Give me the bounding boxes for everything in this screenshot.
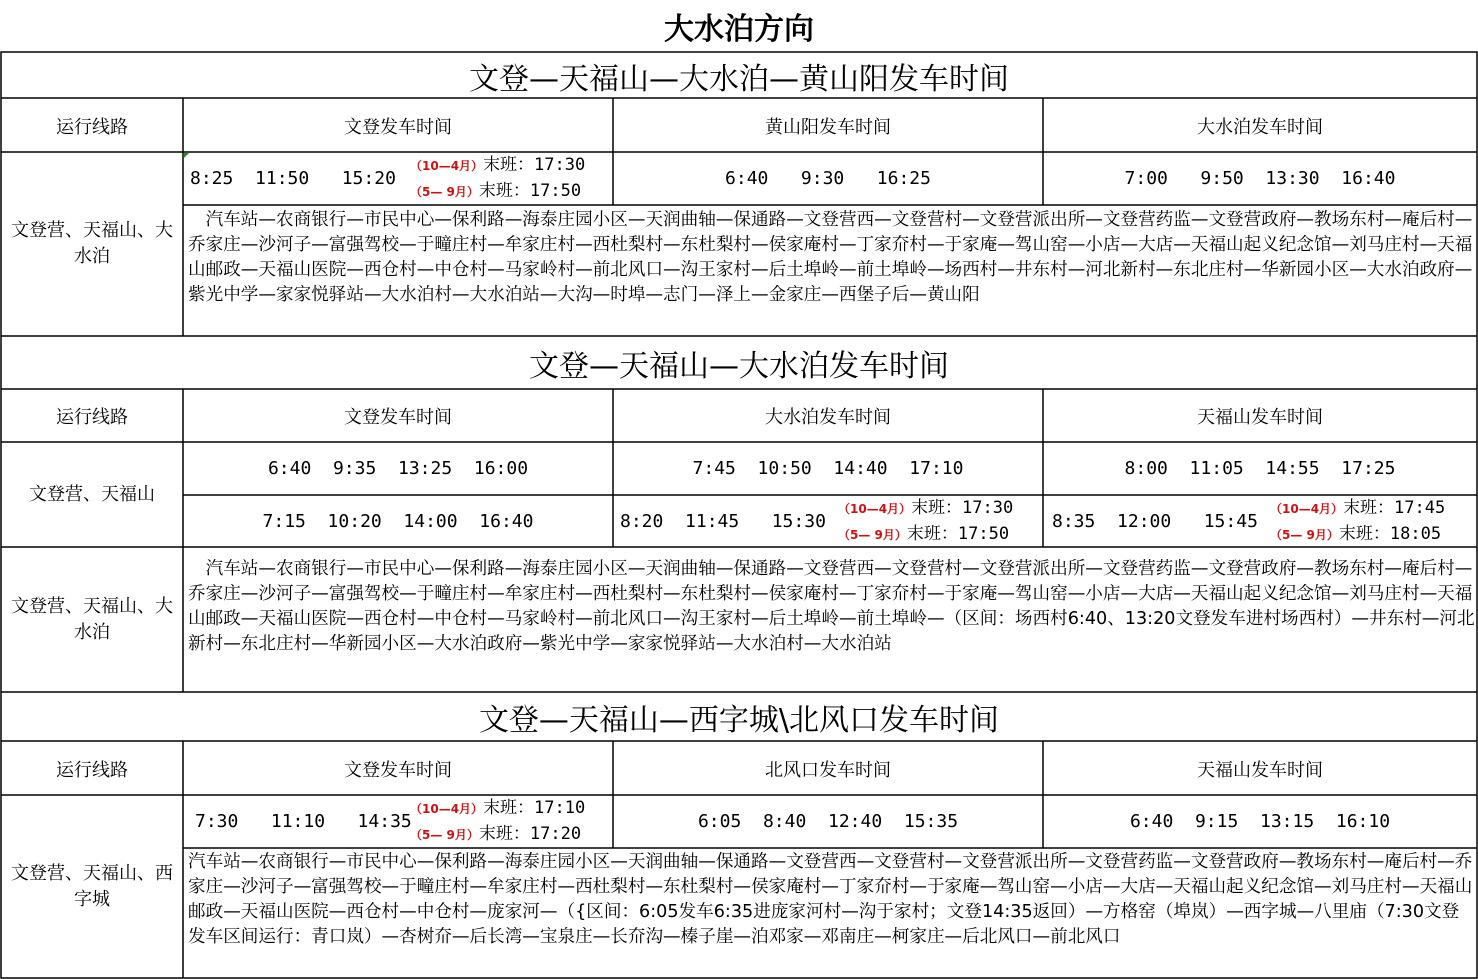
header-route: 运行线路 [56, 407, 128, 428]
season-winter: （10—4月） [410, 159, 484, 173]
header-route: 运行线路 [56, 759, 128, 781]
header-huangshanyang-departure: 黄山阳发车时间 [765, 116, 891, 138]
wendeng-times-row1: 6:40 9:35 13:25 16:00 [267, 458, 529, 479]
dashuipo-times-row2: 8:20 11:45 15:30 [620, 510, 826, 532]
route-stops: 汽车站—农商银行—市民中心—保利路—海泰庄园小区—天润曲轴—保通路—文登营西—文登营村—文登营派出所—文登营药监—文登营政府—教场东村—庵后村—乔家庄—沙河子—富强驾校—于疃庄村—牟家庄村—西杜梨村—东杜梨村—侯家庵村—丁家夼村—于家庵—驾山窑—小店—大店—天福山起义纪念馆—刘马庄村—天福山邮政—天福山医院—西仓村—中仓村—庞家河—（{区间：6:05发车6:35进庞家河村—沟于家村；文登14:35返回）—方格窑（埠岚）—西字城—八里庙（7:30文登发车区间运行：青口岚）—杏树夼—后长湾—宝泉庄—长夼沟—榛子崖—泊邓家—邓南庄—柯家庄—后北风口—前北风口 [188, 852, 1473, 947]
last-bus-winter: 末班：17:10 [483, 798, 586, 818]
header-route: 运行线路 [56, 116, 128, 138]
last-bus-note [1270, 496, 1476, 547]
section-1-title: 文登—天福山—大水泊—黄山阳发车时间 [469, 61, 1009, 97]
dashuipo-times: 7:00 9:50 13:30 16:40 [1124, 168, 1396, 189]
dashuipo-times-row1: 7:45 10:50 14:40 17:10 [692, 458, 964, 479]
header-wendeng-departure: 文登发车时间 [344, 407, 452, 428]
section-2-title: 文登—天福山—大水泊发车时间 [529, 349, 949, 384]
header-dashuipo-departure: 大水泊发车时间 [1197, 116, 1323, 138]
tianfushan-times-row2: 8:35 12:00 15:45 [1052, 510, 1258, 532]
season-summer: （5— 9月） [410, 828, 479, 842]
last-bus-summer: 末班：17:50 [906, 524, 1010, 544]
header-dashuipo-departure: 大水泊发车时间 [765, 407, 891, 428]
header-beifengkou-departure: 北风口发车时间 [765, 759, 891, 781]
last-bus-note [410, 796, 610, 848]
last-bus-winter: 末班：17:45 [1343, 498, 1446, 518]
last-bus-summer: 末班：18:05 [1338, 524, 1442, 544]
season-summer: （5— 9月） [838, 528, 907, 542]
wendeng-times: 7:30 11:10 14:35 [195, 811, 412, 832]
last-bus-winter: 末班：17:30 [911, 498, 1014, 518]
beifengkou-times: 6:05 8:40 12:40 15:35 [697, 811, 959, 832]
route-label: 文登营、天福山 [29, 483, 155, 505]
route-stops: 汽车站—农商银行—市民中心—保利路—海泰庄园小区—天润曲轴—保通路—文登营西—文登营村—文登营派出所—文登营药监—文登营政府—教场东村—庵后村—乔家庄—沙河子—富强驾校—于疃庄村—牟家庄村—西杜梨村—东杜梨村—侯家庵村—丁家夼村—于家庵—驾山窑—小店—大店—天福山起义纪念馆—刘马庄村—天福山邮政—天福山医院—西仓村—中仓村—马家岭村—前北风口—沟王家村—后土埠岭—前土埠岭—场西村—井东村—河北新村—东北庄村—华新园小区—大水泊政府—紫光中学—家家悦驿站—大水泊村—大水泊站—大沟—时埠—志门—泽上—金家庄—西堡子后—黄山阳 [188, 210, 1473, 305]
huangshanyang-times: 6:40 9:30 16:25 [725, 168, 931, 189]
season-summer: （5— 9月） [1270, 528, 1339, 542]
season-summer: （5— 9月） [410, 185, 479, 199]
last-bus-note [838, 496, 1042, 547]
page-title: 大水泊方向 [664, 12, 814, 47]
wendeng-times-row2: 7:15 10:20 14:00 16:40 [262, 510, 534, 532]
tianfushan-times-row1: 8:00 11:05 14:55 17:25 [1124, 458, 1396, 479]
last-bus-note [410, 153, 610, 205]
last-bus-winter: 末班：17:30 [483, 155, 586, 175]
header-wendeng-departure: 文登发车时间 [344, 759, 452, 781]
header-tianfushan-departure: 天福山发车时间 [1197, 759, 1323, 781]
wendeng-times: 8:25 11:50 15:20 [190, 168, 396, 189]
route-label: 文登营、天福山、西字城 [11, 862, 173, 910]
season-winter: （10—4月） [410, 802, 484, 816]
last-bus-summer: 末班：17:20 [478, 824, 582, 844]
route-label-2: 文登营、天福山、大水泊 [11, 595, 173, 643]
route-label: 文登营、天福山、大水泊 [11, 220, 173, 267]
season-winter: （10—4月） [838, 502, 912, 516]
last-bus-summer: 末班：17:50 [478, 181, 582, 201]
cell-corner-mark [184, 153, 189, 158]
tianfushan-times: 6:40 9:15 13:15 16:10 [1129, 811, 1391, 832]
season-winter: （10—4月） [1270, 502, 1344, 516]
section-3-title: 文登—天福山—西字城\北风口发车时间 [478, 703, 1000, 738]
header-tianfushan-departure: 天福山发车时间 [1197, 407, 1323, 428]
header-wendeng-departure: 文登发车时间 [344, 116, 452, 138]
route-stops: 汽车站—农商银行—市民中心—保利路—海泰庄园小区—天润曲轴—保通路—文登营西—文登营村—文登营派出所—文登营药监—文登营政府—教场东村—庵后村—乔家庄—沙河子—富强驾校—于疃庄村—牟家庄村—西杜梨村—东杜梨村—侯家庵村—丁家夼村—于家庵—驾山窑—小店—大店—天福山起义纪念馆—刘马庄村—天福山邮政—天福山医院—西仓村—中仓村—马家岭村—前北风口—沟王家村—后土埠岭—前土埠岭—（区间：场西村6:40、13:20文登发车进村场西村）—井东村—河北新村—东北庄村—华新园小区—大水泊政府—紫光中学—家家悦驿站—大水泊村—大水泊站 [188, 559, 1475, 654]
